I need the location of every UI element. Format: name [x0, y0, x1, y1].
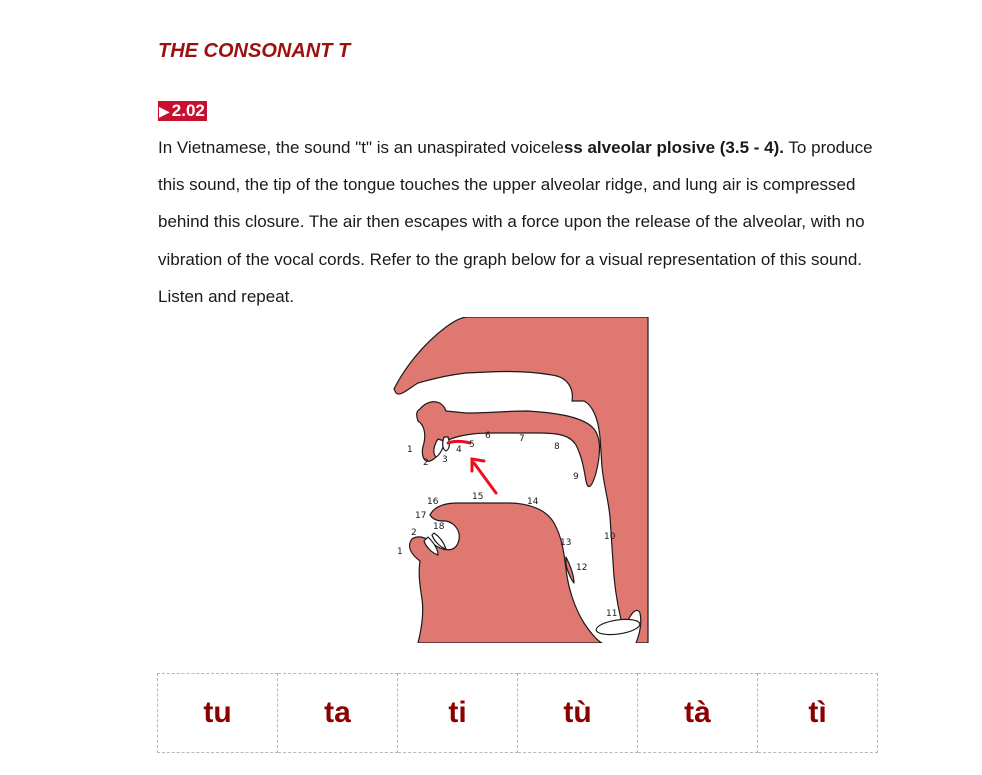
syllable-practice-table	[157, 673, 878, 753]
syllable-cell-ti-grave[interactable]: tì	[758, 674, 878, 753]
label-3: 3	[442, 455, 448, 465]
syllable-cell-ti[interactable]: ti	[398, 674, 518, 753]
vocal-tract-illustration	[388, 317, 650, 643]
vocal-cords-shape	[595, 617, 641, 637]
audio-track-number: 2.02	[171, 101, 205, 120]
description-intro: In Vietnamese, the sound "t" is an unaspirated voicele	[158, 138, 564, 157]
label-12: 12	[576, 563, 588, 573]
label-6: 6	[485, 431, 491, 441]
label-16: 16	[427, 497, 439, 507]
description-rest: To produce this sound, the tip of the tongue touches the upper alveolar ridge, and lung air is compressed behind this closure. The air then escapes with a force upon the release of the alveolar, with no vibration of the vocal cords. Refer to the graph below for a visual representation of this sound. Listen and repeat.	[158, 138, 873, 306]
syllable-cell-ta-grave[interactable]: tà	[638, 674, 758, 753]
label-1-upper: 1	[407, 445, 413, 455]
label-5: 5	[469, 440, 475, 450]
label-1-lower: 1	[397, 547, 403, 557]
syllable-cell-tu-grave[interactable]: tù	[518, 674, 638, 753]
label-14: 14	[527, 497, 539, 507]
syllable-cell-ta[interactable]: ta	[278, 674, 398, 753]
syllable-row	[158, 674, 878, 753]
contact-highlight	[448, 442, 470, 444]
label-11: 11	[606, 609, 618, 619]
syllable-cell-tu[interactable]: tu	[158, 674, 278, 753]
play-icon: ▶	[159, 103, 170, 119]
label-4: 4	[456, 445, 462, 455]
label-13: 13	[560, 538, 572, 548]
articulation-arrow-shaft	[474, 463, 496, 493]
description-bold: ss alveolar plosive (3.5 - 4).	[563, 138, 785, 157]
label-8: 8	[554, 442, 560, 452]
description-paragraph	[158, 129, 878, 315]
label-17: 17	[415, 511, 427, 521]
label-7: 7	[519, 434, 525, 444]
articulation-diagram	[388, 317, 650, 643]
label-18: 18	[433, 522, 445, 532]
label-2-lower: 2	[411, 528, 417, 538]
label-10: 10	[604, 532, 616, 542]
section-title: THE CONSONANT T	[158, 40, 351, 62]
label-9: 9	[573, 472, 579, 482]
label-15: 15	[472, 492, 484, 502]
label-2-upper: 2	[423, 458, 429, 468]
audio-play-button[interactable]	[158, 101, 207, 121]
